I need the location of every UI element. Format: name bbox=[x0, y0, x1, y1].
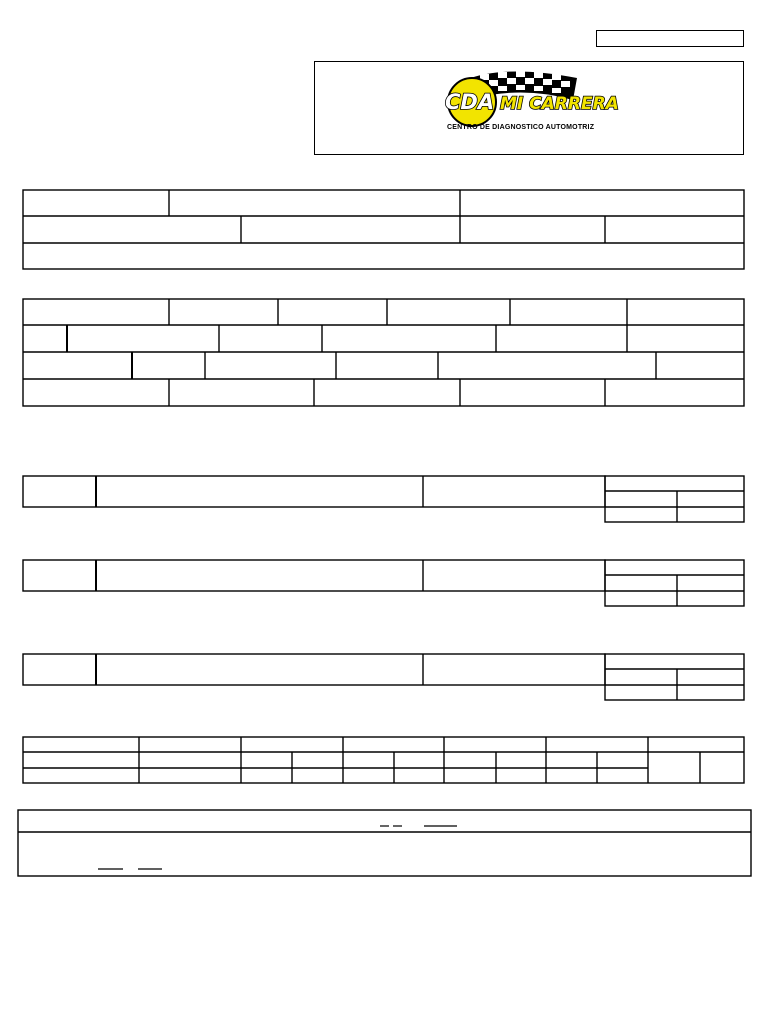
test-block-2 bbox=[23, 560, 744, 606]
inspection-table bbox=[23, 299, 744, 406]
test-block-3 bbox=[23, 654, 744, 700]
observations-body bbox=[20, 834, 749, 874]
logo-caption: CENTRO DE DIAGNOSTICO AUTOMOTRIZ bbox=[447, 124, 595, 131]
svg-text:MI CARRERA: MI CARRERA bbox=[500, 94, 619, 114]
vehicle-info-table bbox=[23, 190, 744, 269]
observations-title bbox=[20, 812, 749, 830]
summary-table bbox=[23, 737, 744, 783]
test-block-1 bbox=[23, 476, 744, 522]
svg-text:CDA: CDA bbox=[445, 90, 495, 114]
